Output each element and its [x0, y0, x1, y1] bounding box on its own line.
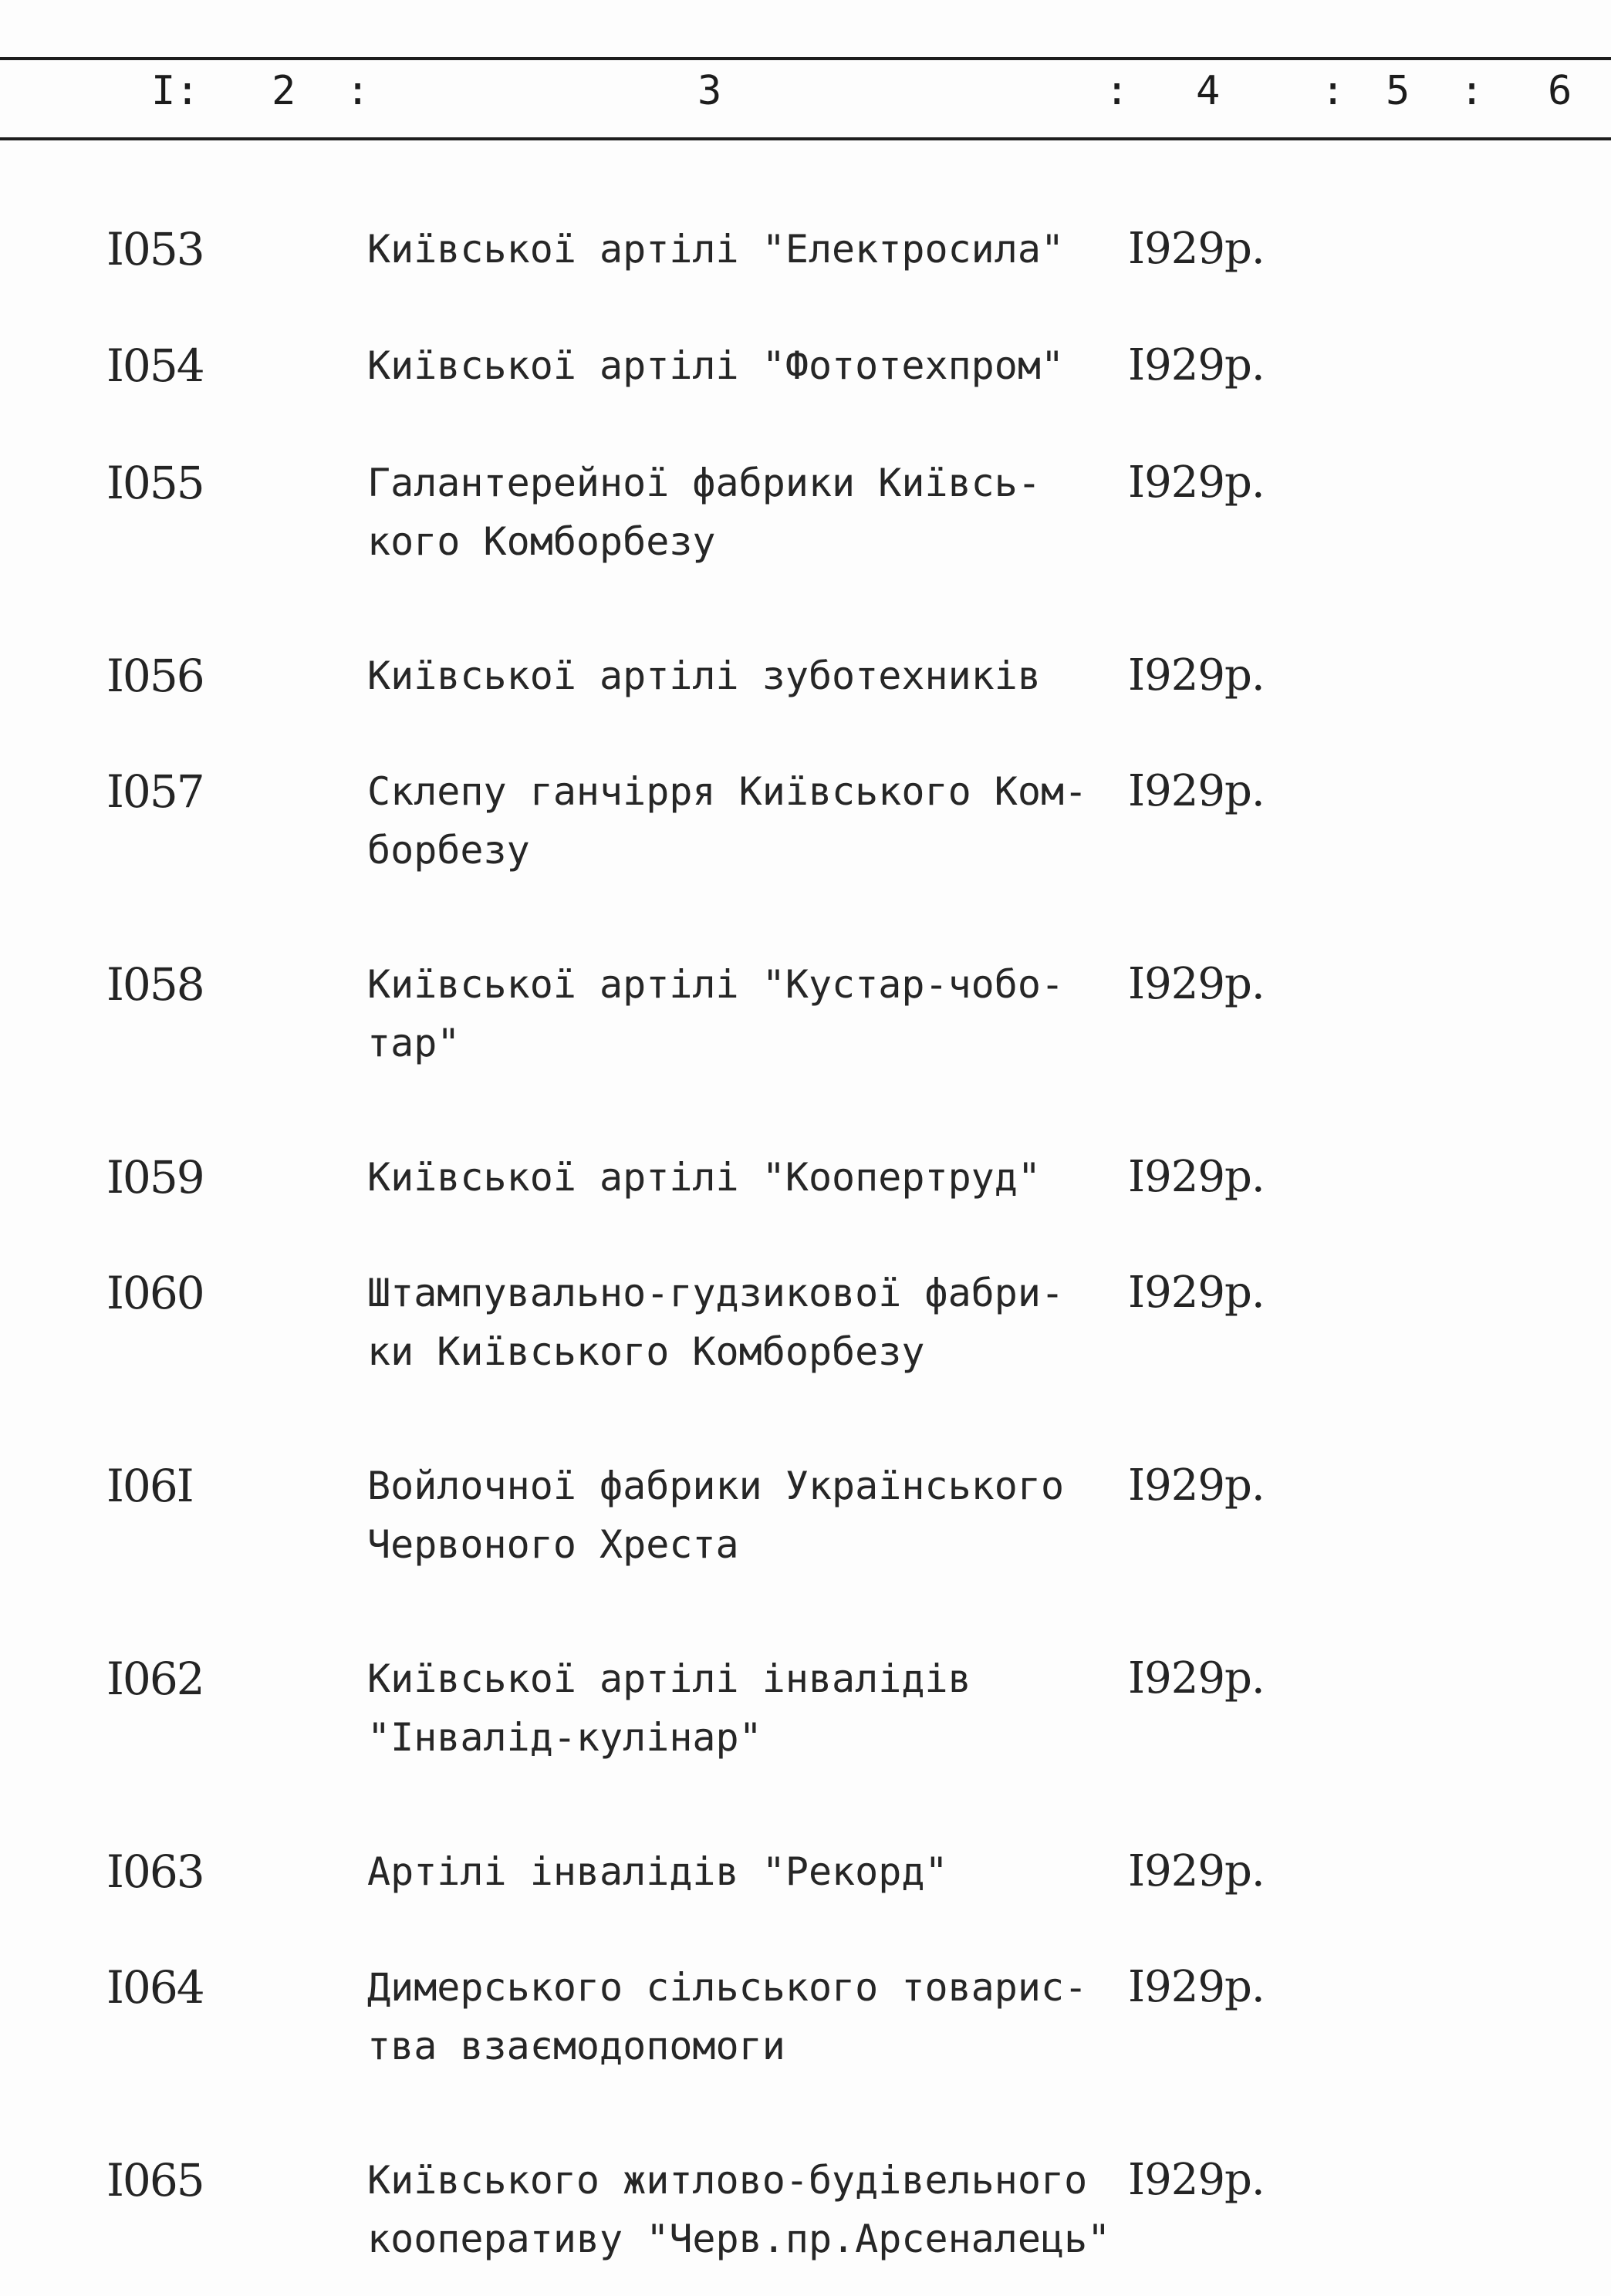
item-title: [367, 647, 1123, 705]
item-number: I058: [106, 958, 204, 1011]
item-title-line: Київської артілі "Кустар-чобо-: [367, 962, 1065, 1007]
item-title-line: Київської артілі зуботехників: [367, 653, 1041, 698]
item-title-line: Галантерейної фабрики Київсь-: [367, 461, 1041, 505]
item-title: [367, 955, 1123, 1072]
item-number: I062: [106, 1653, 204, 1705]
item-title: [367, 1264, 1123, 1381]
item-title-line: тва взаємодопомоги: [367, 2024, 785, 2068]
item-title-line: Київського житлово-будівельного: [367, 2158, 1088, 2203]
item-date: I929р.: [1128, 1846, 1265, 1896]
item-title-line: Київської артілі інвалідів: [367, 1656, 971, 1701]
item-title-line: Артілі інвалідів "Рекорд": [367, 1849, 948, 1894]
item-title-line: Димерського сільського товарис-: [367, 1965, 1088, 2010]
item-title-line: Войлочної фабрики Українського: [367, 1464, 1065, 1508]
item-title-line: Київської артілі "Фототехпром": [367, 343, 1065, 388]
item-date: I929р.: [1128, 458, 1265, 508]
header-top-rule: [0, 57, 1611, 60]
item-title-line: кого Комборбезу: [367, 519, 716, 564]
item-title-line: "Інвалід-кулінар": [367, 1715, 762, 1760]
item-title: [367, 2151, 1123, 2268]
header-col-5: 5: [1386, 68, 1410, 114]
item-date: I929р.: [1128, 1268, 1265, 1318]
item-title-line: борбезу: [367, 828, 530, 873]
item-number: I063: [106, 1845, 204, 1898]
item-number: I055: [106, 457, 204, 509]
item-title-line: Київської артілі "Коопертруд": [367, 1155, 1041, 1200]
item-number: I059: [106, 1151, 204, 1204]
header-col-1: I:: [151, 68, 200, 114]
header-bottom-rule: [0, 137, 1611, 140]
item-title: [367, 1148, 1123, 1207]
item-title-line: Склепу ганчірря Київського Ком-: [367, 769, 1088, 814]
header-sep-4: :: [1321, 68, 1346, 114]
item-title: [367, 336, 1123, 395]
header-sep-3: :: [1105, 68, 1130, 114]
item-number: I056: [106, 650, 204, 702]
item-number: I065: [106, 2154, 204, 2207]
header-col-4: 4: [1196, 68, 1221, 114]
item-title-line: Київської артілі "Електросила": [367, 227, 1065, 272]
item-date: I929р.: [1128, 1653, 1265, 1703]
item-number: I053: [106, 223, 204, 275]
item-number: I064: [106, 1961, 204, 2014]
item-title-line: кооперативу "Черв.пр.Арсеналець": [367, 2217, 1111, 2261]
item-title: [367, 1457, 1123, 1574]
header-col-3: 3: [697, 68, 722, 114]
item-title: [367, 1842, 1123, 1901]
item-date: I929р.: [1128, 2155, 1265, 2205]
item-date: I929р.: [1128, 766, 1265, 816]
item-title-line: Червоного Хреста: [367, 1522, 739, 1567]
header-sep-5: :: [1460, 68, 1484, 114]
item-date: I929р.: [1128, 340, 1265, 390]
item-title: [367, 454, 1123, 571]
item-title-line: тар": [367, 1021, 461, 1065]
item-title: [367, 1649, 1123, 1767]
item-title: [367, 762, 1123, 880]
item-date: I929р.: [1128, 650, 1265, 701]
item-number: I057: [106, 765, 204, 818]
header-col-2: 2: [272, 68, 296, 114]
item-title-line: Штампувально-гудзикової фабри-: [367, 1271, 1065, 1315]
item-number: I060: [106, 1267, 204, 1319]
item-number: I06I: [106, 1460, 193, 1512]
item-date: I929р.: [1128, 959, 1265, 1009]
item-title: [367, 1958, 1123, 2075]
item-title-line: ки Київського Комборбезу: [367, 1329, 925, 1374]
header-sep-2: :: [346, 68, 370, 114]
header-col-6: 6: [1548, 68, 1572, 114]
item-number: I054: [106, 339, 204, 392]
item-date: I929р.: [1128, 1460, 1265, 1511]
item-date: I929р.: [1128, 224, 1265, 274]
item-title: [367, 220, 1123, 279]
item-date: I929р.: [1128, 1962, 1265, 2012]
item-date: I929р.: [1128, 1152, 1265, 1202]
